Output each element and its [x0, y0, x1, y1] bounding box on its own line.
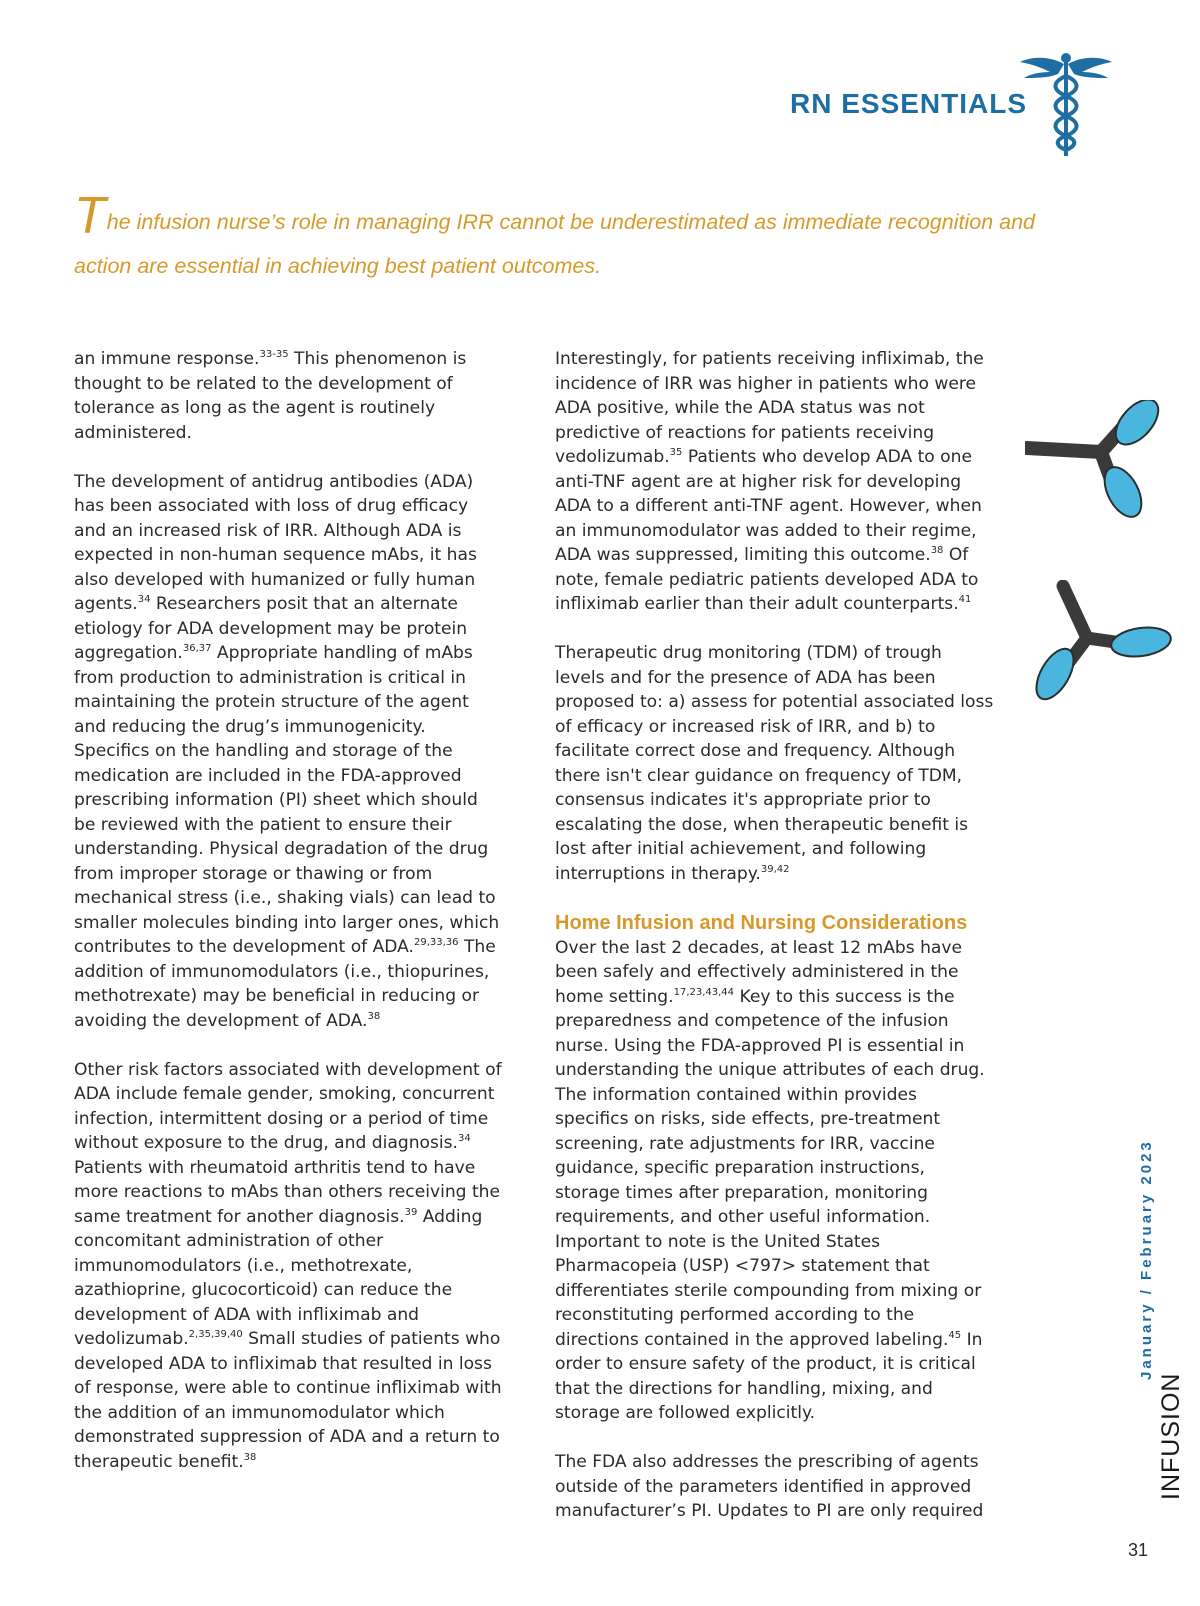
- citation: 33-35: [259, 349, 289, 360]
- text-run: Patients who develop ADA to one anti-TNF agent are at higher risk for developing ADA to a different anti-TNF agent. However, when an immunomodulator was added to their regime, ADA was suppressed, limiting this outcome.: [555, 447, 982, 565]
- text-run: Appropriate handling of mAbs from production to administration is critical in maintaining the protein structure of the agent and reducing the drug’s immunogenicity. Specifics on the handling and storage of the medication are included in the FDA-approved prescribing information (PI) sheet which should be reviewed with the patient to ensure their understanding. Physical degradation of the drug from improper storage or thawing or from mechanical stress (i.e., shaking vials) can lead to smaller molecules binding into larger ones, which contributes to the development of ADA.: [74, 643, 500, 957]
- citation: 41: [958, 594, 972, 605]
- text-run: Adding concomitant administration of other immunomodulators (i.e., methotrexate, azathioprine, glucocorticoid) can reduce the development of ADA with infliximab and vedolizumab.: [74, 1206, 483, 1349]
- text-run: The FDA also addresses the prescribing of agents outside of the parameters identified in approved manufacturer’s PI. Updates to PI are only required: [555, 1452, 984, 1521]
- text-run: an immune response.: [74, 349, 260, 369]
- citation: 38: [367, 1010, 381, 1022]
- text-run: The addition of immunomodulators (i.e., thiopurines, methotrexate) may be beneficial in reducing or avoiding the development of ADA.: [74, 937, 496, 1031]
- pull-quote-dropcap: T: [74, 187, 106, 245]
- text-run: Interestingly, for patients receiving infliximab, the incidence of IRR was higher in patients who were ADA positive, while the ADA status was not predictive of reactions for patients receiving vedolizumab.: [555, 349, 984, 467]
- antibody-icon: [1035, 580, 1175, 710]
- citation: 2,35,39,40: [188, 1329, 243, 1340]
- paragraph: [555, 1450, 995, 1524]
- citation: 35: [669, 447, 683, 458]
- paragraph: [555, 347, 995, 617]
- text-run: Researchers posit that an alternate etiology for ADA development may be protein aggregation.: [74, 594, 468, 663]
- issue-date: January / February 2023: [1138, 1139, 1155, 1380]
- text-run: Patients with rheumatoid arthritis tend to have more reactions to mAbs than others receiving the same treatment for another diagnosis.: [74, 1157, 500, 1227]
- left-column: [74, 347, 504, 1499]
- citation: 45: [948, 1329, 962, 1341]
- paragraph: [555, 641, 995, 886]
- antibody-icon: [1025, 400, 1165, 530]
- page-number: 31: [1128, 1540, 1149, 1560]
- text-run: In order to ensure safety of the product, it is critical that the directions for handling, mixing, and storage are followed explicitly.: [555, 1329, 983, 1423]
- caduceus-icon: [1020, 50, 1112, 160]
- text-run: The development of antidrug antibodies (ADA) has been associated with loss of drug efficacy and an increased risk of IRR. Although ADA is expected in non-human sequence mAbs, it has also developed with humanized or fully human agents.: [74, 471, 477, 614]
- text-run: Key to this success is the preparedness and competence of the infusion nurse. Using the FDA-approved PI is essential in understanding the unique attributes of each drug. The information contained within provides specifics on risks, side effects, pre-treatment screening, rate adjustments for IRR, vaccine guidance, specific preparation instructions, storage times after preparation, monitoring requirements, and other useful information. Important to note is the United States Pharmacopeia (USP) <797> statement that differentiates sterile compounding from mixing or reconstituting performed according to the directions contained in the approved labeling.: [555, 986, 985, 1350]
- citation: 34: [458, 1133, 471, 1144]
- right-column: [555, 347, 995, 1548]
- citation: 38: [930, 545, 944, 556]
- text-run: Of note, female pediatric patients developed ADA to infliximab earlier than their adult counterparts.: [555, 545, 979, 614]
- section-title: RN ESSENTIALS: [790, 88, 1028, 119]
- text-run: Therapeutic drug monitoring (TDM) of trough levels and for the presence of ADA has been proposed to: a) assess for potential associated loss of efficacy or increased risk of IRR, and b) to facilitate correct dose and frequency. Although there isn't clear guidance on frequency of TDM, consensus indicates it's appropriate prior to escalating the dose, when therapeutic benefit is lost after initial achievement, and following interruptions in therapy.: [555, 643, 994, 884]
- text-run: Other risk factors associated with development of ADA include female gender, smoking, concurrent infection, intermittent dosing or a period of time without exposure to the drug, and diagnosis.: [74, 1059, 502, 1153]
- pull-quote-text: he infusion nurse’s role in managing IRR cannot be underestimated as immediate recognition and action are essential in achieving best patient outcomes.: [74, 210, 1036, 278]
- citation: 38: [243, 1451, 257, 1463]
- citation: 39,42: [760, 863, 790, 875]
- magazine-logo: INFUSION: [1157, 1372, 1185, 1500]
- paragraph: [74, 470, 504, 1034]
- citation: 39: [404, 1206, 418, 1218]
- citation: 29,33,36: [413, 937, 459, 948]
- pull-quote: [74, 187, 1054, 288]
- paragraph: [74, 1058, 504, 1475]
- citation: 17,23,43,44: [673, 986, 735, 998]
- citation: 36,37: [182, 643, 212, 654]
- paragraph: [74, 347, 504, 445]
- paragraph: [555, 936, 995, 1426]
- text-run: Small studies of patients who developed ADA to infliximab that resulted in loss of response, were able to continue infliximab with the addition of an immunomodulator which demonstrated suppression of ADA and a return to therapeutic benefit.: [74, 1329, 502, 1472]
- text-run: This phenomenon is thought to be related to the development of tolerance as long as the agent is routinely administered.: [74, 349, 467, 443]
- text-run: Over the last 2 decades, at least 12 mAbs have been safely and effectively administered in the home setting.: [555, 937, 963, 1007]
- section-heading: Home Infusion and Nursing Considerations: [555, 911, 968, 934]
- citation: 34: [137, 594, 151, 605]
